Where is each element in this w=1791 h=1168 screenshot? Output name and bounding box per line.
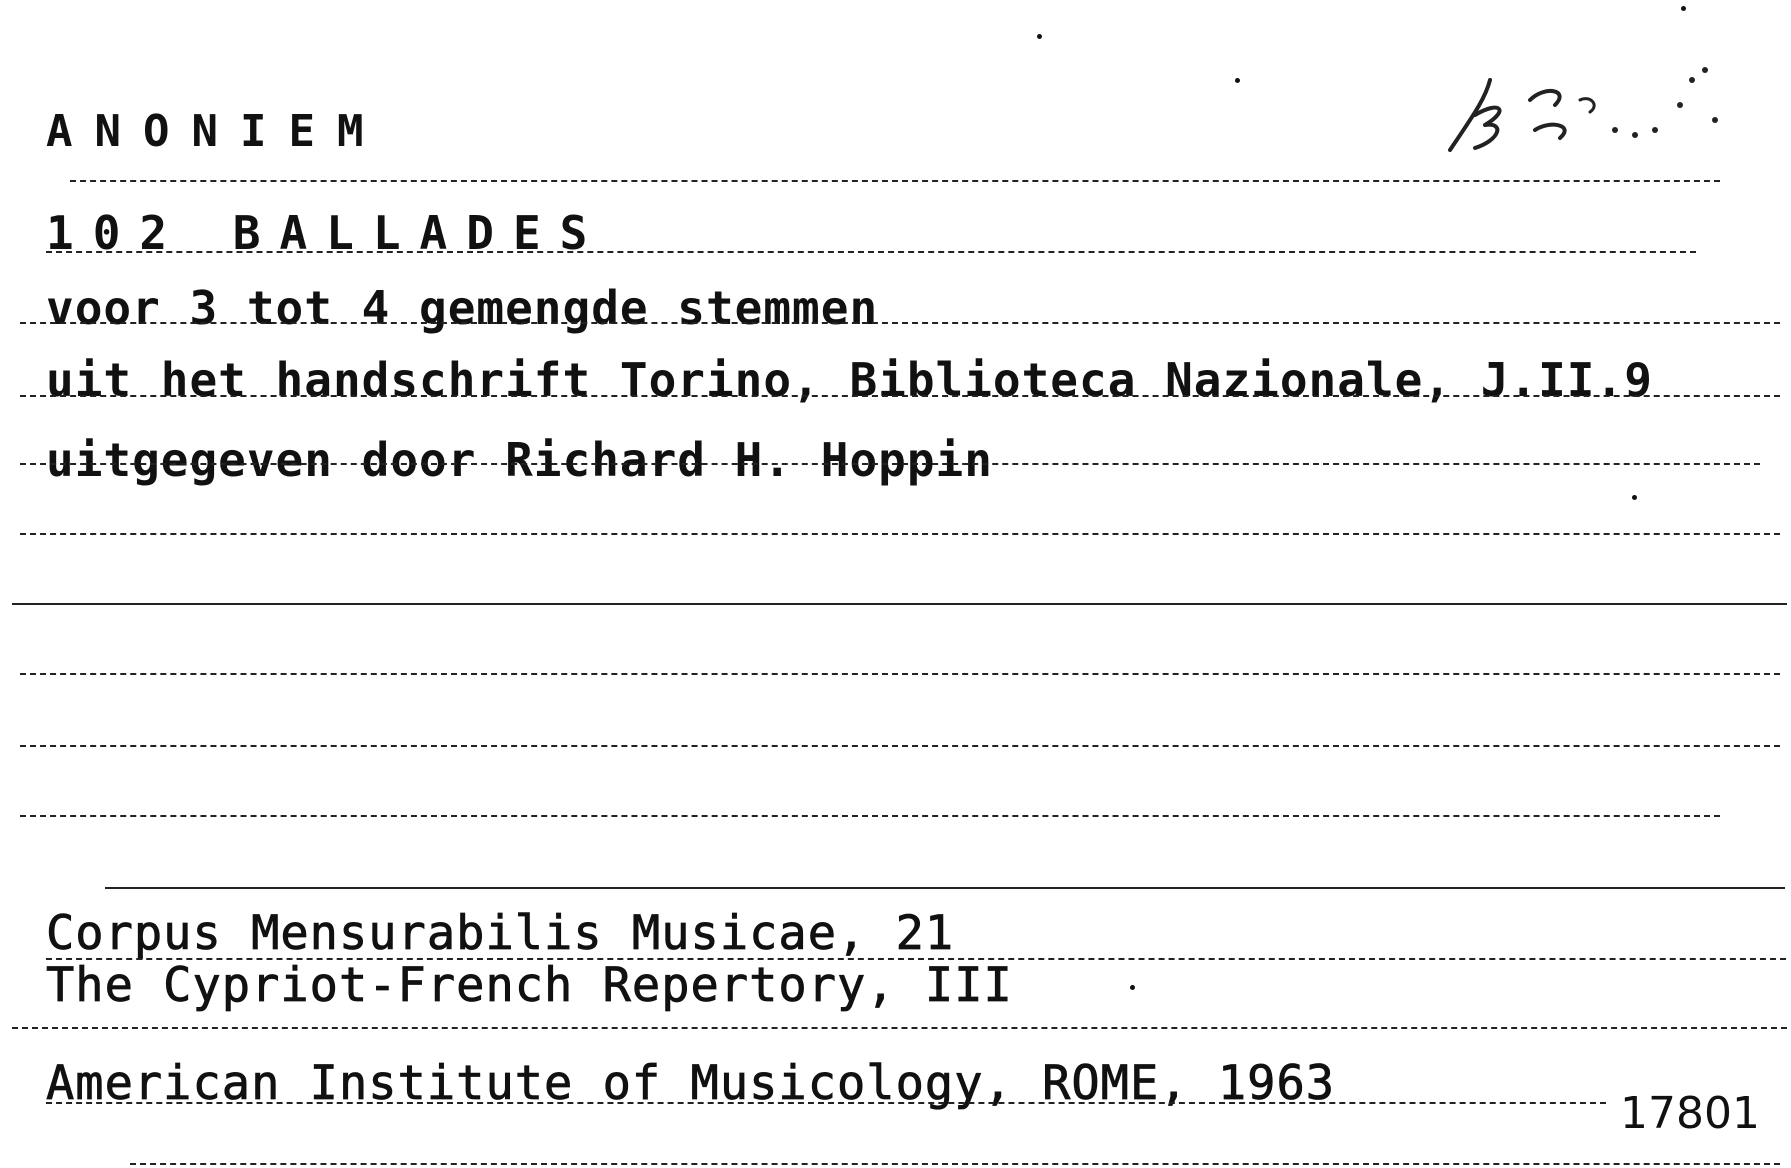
- card-title: 102 BALLADES: [46, 206, 607, 260]
- card-rule: [46, 1102, 1606, 1104]
- card-subtitle-line: voor 3 tot 4 gemengde stemmen: [46, 281, 879, 335]
- card-rule: [20, 533, 1780, 535]
- card-series-line: The Cypriot-French Repertory, III: [46, 958, 1013, 1013]
- handwritten-initials-icon: [1430, 60, 1730, 170]
- card-rule: [105, 887, 1785, 889]
- card-rule: [20, 745, 1780, 747]
- ink-speck: [1681, 6, 1686, 11]
- card-subtitle-line: uit het handschrift Torino, Biblioteca Nazionale, J.II.9: [46, 353, 1653, 407]
- card-rule: [20, 395, 1780, 397]
- card-rule: [70, 180, 1720, 182]
- card-rule: [12, 603, 1787, 605]
- card-publisher: American Institute of Musicology, ROME, 1963: [46, 1056, 1336, 1111]
- card-rule: [46, 251, 1696, 253]
- card-rule: [12, 1027, 1787, 1029]
- ink-speck: [1235, 78, 1240, 83]
- ink-speck: [1037, 34, 1042, 39]
- card-rule: [46, 958, 1786, 960]
- card-rule: [130, 1163, 1780, 1165]
- card-author: ANONIEM: [46, 106, 386, 157]
- card-series-line: Corpus Mensurabilis Musicae, 21: [46, 906, 955, 961]
- card-rule: [20, 815, 1720, 817]
- ink-speck: [1130, 985, 1135, 990]
- card-rule: [20, 463, 1760, 465]
- accession-number: 17801: [1620, 1088, 1760, 1139]
- card-rule: [20, 322, 1780, 324]
- card-subtitle-line: uitgegeven door Richard H. Hoppin: [46, 433, 993, 487]
- ink-speck: [1632, 495, 1637, 500]
- card-rule: [20, 673, 1780, 675]
